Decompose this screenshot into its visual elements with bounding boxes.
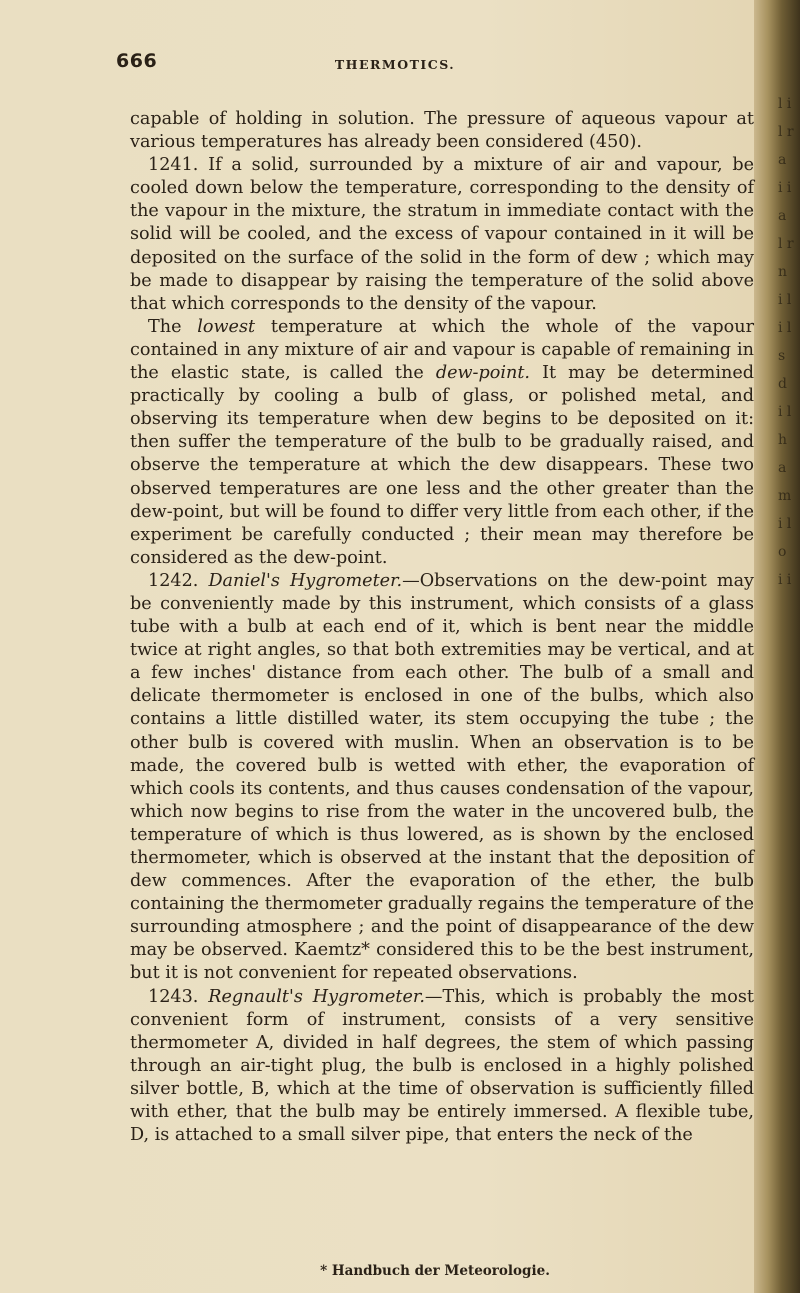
page-number: 666 [116,50,158,72]
footnote: * Handbuch der Meteorologie. [320,1263,550,1279]
emphasis-lowest: lowest [197,316,256,337]
paragraph-1243: 1243. Regnault's Hygrometer.—This, which is probably the most convenient form of instrument, consists of a very sensitive thermometer A, divided in half degrees, the stem of which passing through an air-tight plug, the bulb is enclosed in a highly polished silver bottle, B, which at the time of observation is sufficiently filled with ether, that the bulb may be entirely immersed. A flexible tube, D, is attached to a small silver pipe, that enters the neck of the [130,986,755,1146]
body-text [130,108,754,1147]
emphasis-dew-point: dew-point. [435,363,530,384]
running-header [0,50,800,82]
paragraph-continuation: capable of holding in solution. The pressure of aqueous vapour at various temperatures has already been considered (450). [130,109,754,153]
heading-regnaults-hygrometer: Regnault's Hygrometer. [208,986,425,1007]
facing-page-fragments: l i l r a i i a l r n i l i l s d i l h a m i l o i i [778,96,794,588]
facing-page-edge [754,0,800,1293]
paragraph-1242: 1242. Daniel's Hygrometer.—Observations on the dew-point may be conveniently made by this instrument, which consists of a glass tube with a bulb at each end of it, which is bent near the middle twice at right angles, so that both extremities may be vertical, and at a few inches' distance from each other. The bulb of a small and delicate thermometer is enclosed in one of the bulbs, which also contains a little distilled water, its stem occupying the tube ; the other bulb is covered with muslin. When an observation is to be made, the covered bulb is wetted with ether, the evaporation of which cools its contents, and thus causes condensation of the vapour, which now begins to rise from the water in the uncovered bulb, the temperature of which is thus lowered, as is shown by the enclosed thermometer, which is observed at the instant that the deposition of dew commences. After the evaporation of the ether, the bulb containing the thermometer gradually regains the temperature of the surrounding atmosphere ; and the point of disappearance of the dew may be observed. Kaemtz* considered this to be the best instrument, but it is not convenient for repeated observations. [130,570,754,984]
paragraph-dew-point: The lowest temperature at which the whole of the vapour contained in any mixture of air and vapour is capable of remaining in the elastic state, is called the dew-point. It may be determined practically by cooling a bulb of glass, or polished metal, and observing its temperature when dew begins to be deposited on it: then suffer the temperature of the bulb to be gradually raised, and observe the temperature at which the dew disappears. These two observed temperatures are one less and the other greater than the dew-point, but will be found to differ very little from each other, if the experiment be carefully conducted ; their mean may therefore be considered as the dew-point. [130,316,754,568]
paragraph-1241: 1241. If a solid, surrounded by a mixture of air and vapour, be cooled down below the temperature, corresponding to the density of the vapour in the mixture, the stratum in immediate contact with the solid will be cooled, and the excess of vapour contained in it will be deposited on the surface of the solid in the form of dew ; which may be made to disappear by raising the temperature of the solid above that which corresponds to the density of the vapour. [130,155,754,314]
heading-daniels-hygrometer: Daniel's Hygrometer. [208,570,403,591]
running-title: THERMOTICS. [334,57,456,72]
